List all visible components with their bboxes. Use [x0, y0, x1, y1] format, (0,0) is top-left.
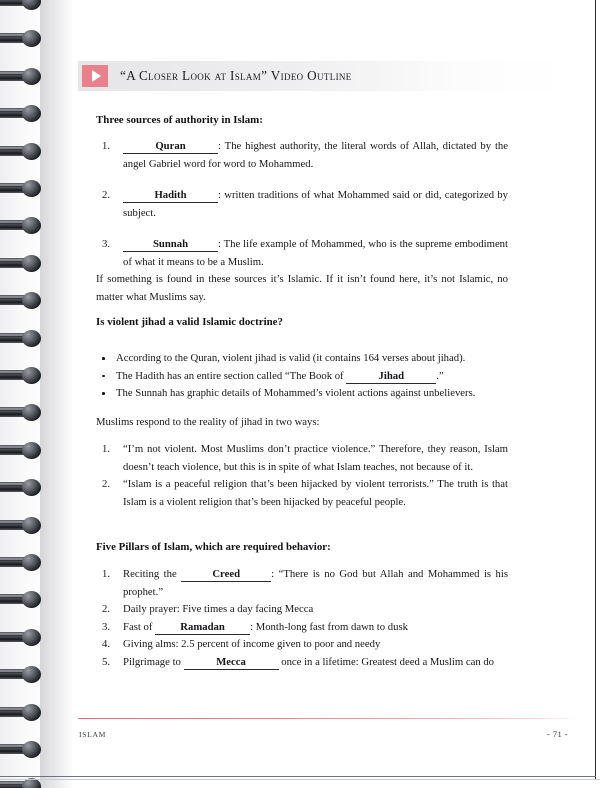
binding-coil [0, 480, 48, 495]
pillar-text-tail: : Month-long fast from dawn to dusk [250, 620, 408, 633]
list-item-text: : The life example of Mohammed, who is the supreme embodiment of what it means to be a Muslim. [123, 238, 508, 268]
section-3-pillars [96, 566, 508, 671]
list-index: 1. [102, 568, 111, 580]
coil-knob [22, 554, 41, 571]
page-content [72, 0, 594, 788]
list-item [96, 636, 508, 654]
coil-knob [22, 479, 41, 496]
binding-coil [0, 106, 48, 121]
binding-coil [0, 331, 48, 346]
section-2-lead [96, 414, 508, 432]
section-1-heading: Three sources of authority in Islam: [96, 114, 263, 126]
section-2-bullets [96, 350, 508, 403]
lead-paragraph: Muslims respond to the reality of jihad in two ways: [96, 416, 320, 428]
binding-coil [0, 742, 48, 757]
pillar-text: Giving alms: 2.5 percent of income given to poor and needy [123, 638, 381, 650]
list-item [96, 385, 508, 403]
play-triangle-icon [82, 65, 108, 87]
list-index: 2. [102, 478, 111, 490]
bullet-dot-icon [102, 357, 105, 360]
page-edge-bottom-shadow [0, 779, 600, 780]
list-index: 4. [102, 638, 111, 650]
section-1-list [96, 138, 508, 285]
muslim-responses-list [96, 441, 508, 511]
list-index: 3. [102, 620, 111, 633]
binding-coil [0, 181, 48, 196]
coil-knob [22, 517, 41, 534]
list-index: 5. [102, 655, 111, 668]
blank-answer-hadith[interactable]: Hadith [123, 189, 218, 203]
coil-knob [22, 292, 41, 309]
binding-coil [0, 630, 48, 645]
section-2 [96, 314, 508, 331]
coil-knob [22, 0, 41, 10]
binding-coil [0, 667, 48, 682]
pillar-text-tail: once in a lifetime: Greatest deed a Muslim can do [278, 655, 495, 668]
pillar-text: Pilgrimage to [123, 655, 184, 668]
list-item [96, 441, 508, 476]
closing-paragraph: If something is found in these sources it’s Islamic. If it isn’t found here, it’s not Islamic, no matter what Muslims say. [96, 273, 508, 303]
list-item [96, 236, 508, 271]
bullet-dot-icon [102, 375, 105, 378]
section-header-banner [78, 61, 570, 91]
binding-coil [0, 555, 48, 570]
coil-knob [22, 591, 41, 608]
coil-knob [22, 666, 41, 683]
spiral-binding [0, 0, 72, 788]
coil-knob [22, 741, 41, 758]
binding-coil [0, 0, 48, 9]
five-pillars-list [96, 566, 508, 671]
list-index: 3. [102, 238, 111, 250]
binding-coil [0, 592, 48, 607]
list-item [96, 619, 508, 637]
binding-coil [0, 218, 48, 233]
coil-knob [22, 704, 41, 721]
list-item [96, 476, 508, 511]
coil-knob [22, 442, 41, 459]
bullet-text: The Hadith has an entire section called “The Book of [116, 369, 347, 382]
blank-answer-mecca[interactable]: Mecca [184, 656, 279, 670]
coil-knob [22, 404, 41, 421]
list-item-text: “Islam is a peaceful religion that’s been hijacked by violent terrorists.” The truth is that Islam is a violent religion that’s been hijacked by peaceful people. [123, 478, 508, 508]
coil-knob [22, 68, 41, 85]
coil-knob [22, 105, 41, 122]
list-index: 1. [102, 443, 111, 455]
binding-coil [0, 256, 48, 271]
blank-answer-ramadan[interactable]: Ramadan [155, 621, 250, 635]
pillar-text: Daily prayer: Five times a day facing Mecca [123, 603, 314, 615]
page-edge-bottom [0, 776, 596, 777]
list-item-text: : The highest authority, the literal words of Allah, dictated by the angel Gabriel word for word to Mohammed. [123, 140, 508, 170]
binding-coil [0, 705, 48, 720]
coil-knob [22, 30, 41, 47]
binding-coil [0, 69, 48, 84]
list-item [96, 187, 508, 222]
bullet-text: The Sunnah has graphic details of Mohammed’s violent actions against unbelievers. [116, 387, 476, 399]
list-item-text: “I’m not violent. Most Muslims don’t practice violence.” Therefore, they reason, Islam doesn’t teach violence, but this is in spite of what Islam teaches, not because of it. [123, 443, 508, 473]
coil-knob [22, 143, 41, 160]
binding-coil [0, 293, 48, 308]
bullet-text-tail: .” [436, 369, 444, 382]
list-item [96, 654, 508, 672]
jihad-evidence-list [96, 350, 508, 403]
blank-answer-creed[interactable]: Creed [181, 568, 271, 582]
coil-knob [22, 330, 41, 347]
blank-answer-quran[interactable]: Quran [123, 140, 218, 154]
pillar-text: Fast of [123, 620, 156, 633]
binding-coil [0, 144, 48, 159]
play-triangle-glyph [92, 70, 101, 82]
blank-answer-jihad[interactable]: Jihad [346, 370, 436, 384]
section-1 [96, 112, 508, 129]
binding-coil [0, 31, 48, 46]
blank-answer-sunnah[interactable]: Sunnah [123, 238, 218, 252]
page-title: “A Closer Look at Islam” Video Outline [120, 68, 352, 83]
coil-knob [22, 180, 41, 197]
list-item [96, 601, 508, 619]
footer-section-label: ISLAM [79, 730, 107, 739]
list-item [96, 368, 508, 386]
list-index: 1. [102, 140, 111, 152]
section-3 [96, 539, 508, 556]
coil-knob [22, 217, 41, 234]
list-item [96, 138, 508, 173]
coil-knob [22, 629, 41, 646]
page-number: - 71 - [546, 729, 568, 739]
list-item [96, 566, 508, 601]
page-edge-right [595, 0, 596, 780]
binding-coil [0, 443, 48, 458]
footer-rule [78, 718, 568, 719]
list-index: 2. [102, 189, 111, 201]
section-3-heading: Five Pillars of Islam, which are required behavior: [96, 541, 331, 553]
list-item [96, 350, 508, 368]
binding-coil [0, 518, 48, 533]
bullet-dot-icon [102, 392, 105, 395]
pillar-text-tail: : “There is no God but Allah and Mohammed is his prophet.” [123, 568, 508, 598]
list-item-text: : written traditions of what Mohammed said or did, categorized by subject. [123, 189, 508, 219]
pillar-text: Reciting the [123, 568, 182, 580]
section-2-heading: Is violent jihad a valid Islamic doctrine? [96, 316, 283, 328]
list-index: 2. [102, 603, 111, 615]
binding-coil [0, 368, 48, 383]
section-1-closing [96, 271, 508, 306]
coil-knob [22, 367, 41, 384]
bullet-text: According to the Quran, violent jihad is valid (it contains 164 verses about jihad). [116, 352, 466, 364]
binding-coil [0, 779, 48, 788]
section-2-responses [96, 441, 508, 511]
sources-of-authority-list [96, 138, 508, 271]
coil-knob [22, 255, 41, 272]
binding-coil [0, 405, 48, 420]
